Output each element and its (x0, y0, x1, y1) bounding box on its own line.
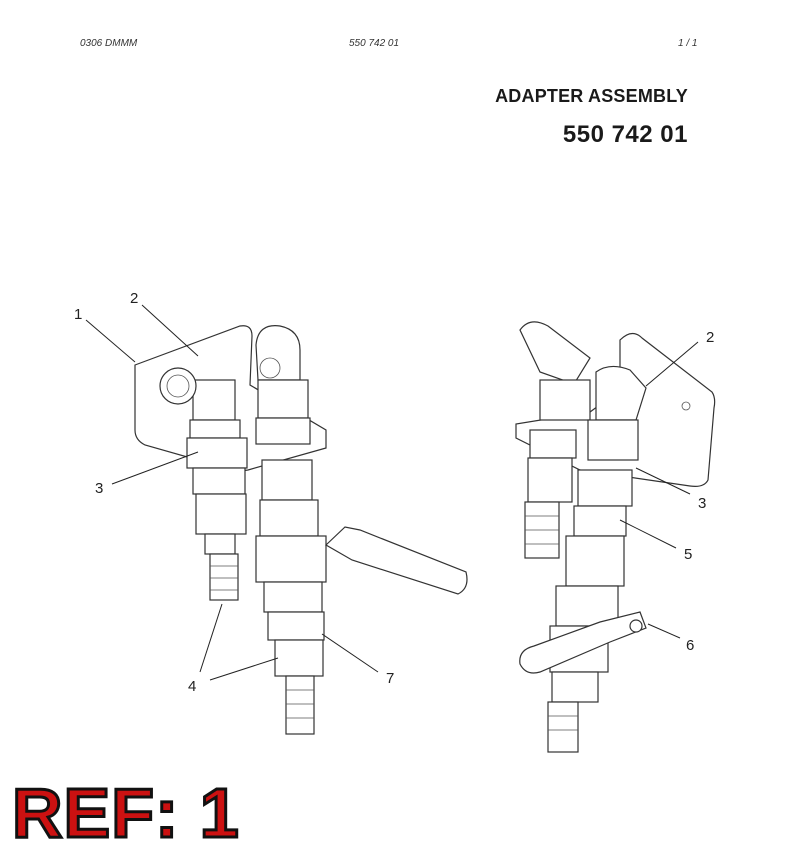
left-assembly-view (74, 290, 467, 734)
callout-7: 7 (386, 670, 395, 687)
callout-3-left: 3 (95, 480, 104, 497)
callout-5: 5 (684, 546, 693, 563)
part-number: 550 742 01 (562, 121, 688, 148)
right-assembly-view (516, 322, 715, 752)
header-center-code: 550 742 01 (349, 38, 400, 49)
callout-6: 6 (686, 637, 695, 654)
callout-4: 4 (188, 678, 197, 695)
callout-2-left: 2 (130, 290, 139, 307)
header-left-code: 0306 DMMM (80, 38, 138, 49)
callout-1: 1 (74, 306, 83, 323)
callout-2-right: 2 (706, 329, 715, 346)
document-title: ADAPTER ASSEMBLY (495, 86, 688, 106)
ref-label: REF: 1 (12, 774, 240, 852)
header-page-number: 1 / 1 (678, 38, 698, 49)
callout-3-right: 3 (698, 495, 707, 512)
